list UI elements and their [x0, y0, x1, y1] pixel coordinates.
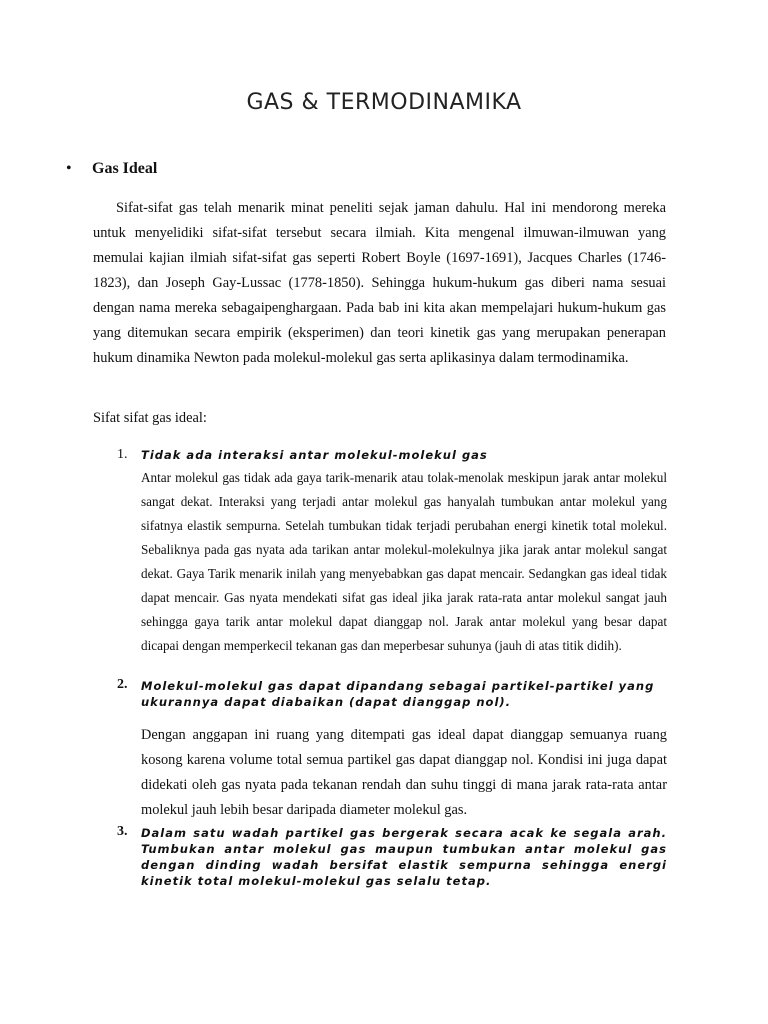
list-number: 2. [117, 677, 128, 692]
list-item-heading: Molekul-molekul gas dapat dipandang sebagai partikel-partikel yang ukurannya dapat diabaikan (dapat dianggap nol). [141, 679, 655, 709]
list-number: 3. [117, 824, 128, 839]
list-item-heading: Dalam satu wadah partikel gas bergerak secara acak ke segala arah. Tumbukan antar molekul gas maupun tumbukan antar molekul gas dengan dinding wadah bersifat elastik sempurna sehingga energi kinetik total molekul-molekul gas selalu tetap. [141, 826, 667, 888]
list-item-body: Dengan anggapan ini ruang yang ditempati gas ideal dapat dianggap semuanya ruang kosong karena volume total semua partikel gas dapat dianggap nol. Kondisi ini juga dapat didekati oleh gas nyata pada tekanan rendah dan suhu tinggi di mana jarak rata-rata antar molekul jauh lebih besar daripada diameter molekul gas. [141, 727, 667, 818]
page-title: GAS & TERMODINAMIKA [246, 90, 522, 115]
list-intro: Sifat sifat gas ideal: [93, 410, 207, 426]
bullet-icon: • [66, 160, 72, 177]
intro-paragraph: Sifat-sifat gas telah menarik minat peneliti sejak jaman dahulu. Hal ini mendorong mereka untuk menyelidiki sifat-sifat tersebut secara ilmiah. Kita mengenal ilmuwan-ilmuwan yang memulai kajian ilmiah sifat-sifat gas seperti Robert Boyle (1697-1691), Jacques Charles (1746-1823), dan Joseph Gay-Lussac (1778-1850). Sehingga hukum-hukum gas diberi nama sesuai dengan nama mereka sebagaipenghargaan. Pada bab ini kita akan mempelajari hukum-hukum gas yang ditemukan secara empirik (eksperimen) dan teori kinetik gas yang merupakan penerapan hukum dinamika Newton pada molekul-molekul gas serta aplikasinya dalam termodinamika. [93, 200, 666, 366]
section-heading-label: Gas Ideal [92, 160, 158, 177]
list-item-heading: Tidak ada interaksi antar molekul-molekul gas [141, 448, 488, 462]
list-number: 1. [117, 447, 128, 462]
list-item-body: Antar molekul gas tidak ada gaya tarik-menarik atau tolak-menolak meskipun jarak antar molekul sangat dekat. Interaksi yang terjadi antar molekul gas hanyalah tumbukan antar molekul yang sifatnya elastik sempurna. Setelah tumbukan tidak terjadi perubahan energi kinetik total molekul. Sebaliknya pada gas nyata ada tarikan antar molekul-molekulnya jika jarak antar molekul sangat dekat. Gaya Tarik menarik inilah yang menyebabkan gas dapat mencair. Sedangkan gas ideal tidak dapat mencair. Gas nyata mendekati sifat gas ideal jika jarak rata-rata antar molekul sangat jauh sehingga gaya tarik antar molekul dapat dianggap nol. Jarak antar molekul yang besar dapat dicapai dengan memperkecil tekanan gas dan meperbesar suhunya (jauh di atas titik didih). [141, 470, 667, 653]
section-heading [66, 160, 157, 178]
